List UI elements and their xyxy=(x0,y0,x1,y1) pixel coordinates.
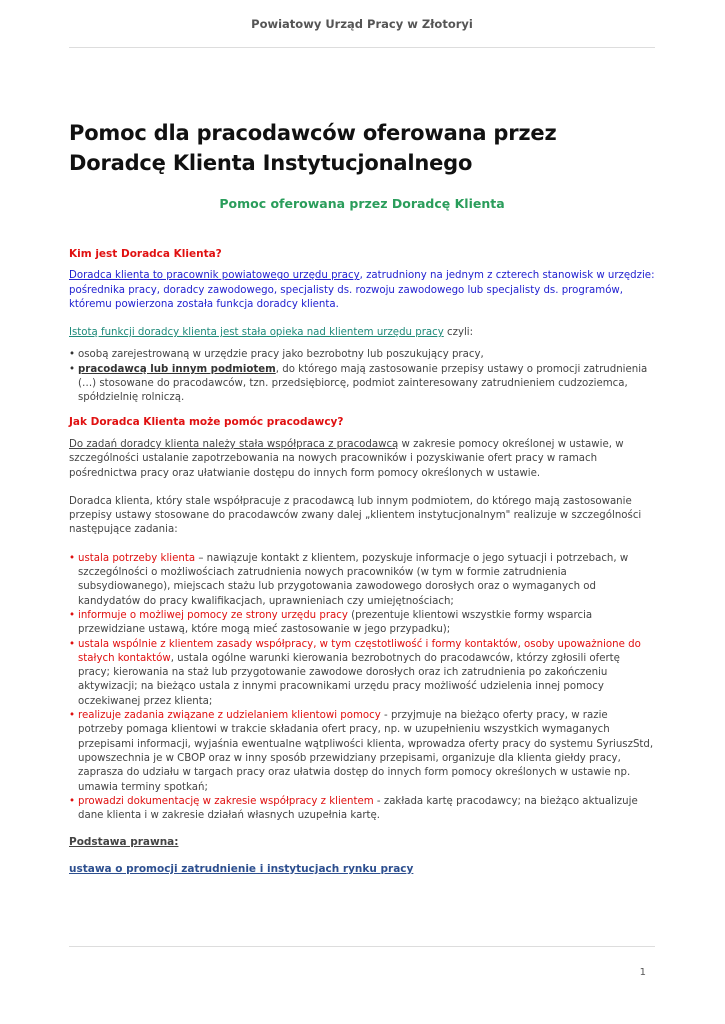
footer-divider xyxy=(69,946,655,947)
task-title: ustala potrzeby klienta xyxy=(78,552,196,564)
tasks-list xyxy=(69,552,655,824)
section-heading-who: Kim jest Doradca Klienta? xyxy=(69,248,222,260)
advisor-definition-link[interactable]: Doradca klienta to pracownik powiatowego urzędu pracy xyxy=(69,270,360,282)
list-item xyxy=(78,348,655,362)
task-text: (prezentuje klientowi wszystkie formy wsparcia przewidziane ustawą, które mogą mieć zastosowanie w jego przypadku); xyxy=(78,609,593,636)
list-item xyxy=(78,552,655,609)
task-text: – nawiązuje kontakt z klientem, pozyskuje informacje o jego sytuacji i potrzebach, w szczególności o możliwościach zatrudnienia nowych pracowników (w tym w formie zatrudnienia subsydiowanego), miejscach stażu lub przygotowania zawodowego dorosłych oraz o wymaganych od kandydatów do pracy kwalifikacjach, uprawnieniach czy umiejętnościach; xyxy=(78,552,629,607)
article-subtitle: Pomoc oferowana przez Doradcę Klienta xyxy=(219,196,505,211)
legal-act-link[interactable]: ustawa o promocji zatrudnienie i instytucjach rynku pracy xyxy=(69,862,414,875)
task-text: - zakłada kartę pracodawcy; na bieżąco aktualizuje dane klienta i w zakresie działań własnych uzupełnia kartę. xyxy=(78,795,638,822)
essence-text: czyli: xyxy=(443,327,474,339)
list-item xyxy=(78,609,655,638)
cooperation-underlined: Do zadań doradcy klienta należy stała współpraca z pracodawcą xyxy=(69,438,399,450)
list-item-text: , do którego mają zastosowanie przepisy ustawy o promocji zatrudnienia (…) stosowane do pracodawców, tzn. przedsiębiorcę, podmiot zainteresowany zatrudnieniem cudzoziemca, spółdzielnię rolniczą. xyxy=(78,363,648,404)
page-header xyxy=(69,12,655,48)
task-text: , ustala ogólne warunki kierowania bezrobotnych do pracodawców, którzy zgłosili ofertę pracy; kierowania na staż lub przygotowanie zawodowe dorosłych oraz ich zatrudnienia po zakończeniu aktywizacji; na bieżąco ustala z innymi pracownikami urzędu pracy możliwość udzielenia innej pomocy oczekiwanej przez klienta; xyxy=(78,652,620,707)
advisor-definition-text: , zatrudniony na jednym z czterech stanowisk w urzędzie: pośrednika pracy, doradcy zawodowego, specjalisty ds. rozwoju zawodowego lub specjalisty ds. programów, któremu powierzona została funkcja doradcy klienta. xyxy=(69,270,655,310)
legal-basis-heading: Podstawa prawna: xyxy=(69,836,179,849)
header-title: Powiatowy Urząd Pracy w Złotoryi xyxy=(251,17,473,31)
list-item xyxy=(78,795,655,824)
tasks-intro-paragraph: Doradca klienta, który stale współpracuje z pracodawcą lub innym podmiotem, do którego mają zastosowanie przepisy ustawy stosowane do pracodawców zwany dalej „klientem instytucjonalnym" realizuje w szczególności następujące zadania: xyxy=(69,495,642,536)
task-title: informuje o możliwej pomocy ze strony urzędu pracy xyxy=(78,609,348,621)
list-item xyxy=(78,709,655,795)
section-heading-how: Jak Doradca Klienta może pomóc pracodawcy? xyxy=(69,415,344,428)
list-item-text: osobą zarejestrowaną w urzędzie pracy jako bezrobotny lub poszukujący pracy, xyxy=(78,349,484,361)
article xyxy=(69,118,655,876)
task-title: ustala wspólnie z klientem zasady współpracy, w tym częstotliwość i formy kontaktów, osoby upoważnione do stałych kontaktów xyxy=(78,638,641,664)
task-text: - przyjmuje na bieżąco oferty pracy, w razie potrzeby pomaga klientowi w trakcie składania ofert pracy, np. w uzupełnieniu wszystkich wymaganych przepisami informacji, wyjaśnia ewentualne wątpliwości klienta, wprowadza oferty pracy do systemu SyriuszStd, upowszechnia je w CBOP oraz w inny sposób przewidziany przepisami, organizuje dla klienta giełdy pracy, zaprasza do udziału w targach pracy oraz ułatwia dostęp do innych form pomocy określonych w ustawie np. umawia terminy spotkań; xyxy=(78,710,654,793)
list-item xyxy=(78,363,655,406)
essence-paragraph xyxy=(69,326,655,340)
intro-paragraph xyxy=(69,269,655,312)
list-item-bold: pracodawcą lub innym podmiotem xyxy=(78,363,276,375)
article-title: Pomoc dla pracodawców oferowana przez Doradcę Klienta Instytucjonalnego xyxy=(69,121,557,175)
list-item xyxy=(78,638,655,709)
cooperation-text: w zakresie pomocy określonej w ustawie, w szczególności ustalanie zapotrzebowania na nowych pracowników i pozyskiwanie ofert pracy w ramach pośrednictwa pracy oraz ułatwianie dostępu do innych form pomocy określonych w ustawie. xyxy=(69,438,624,479)
cooperation-paragraph xyxy=(69,438,655,481)
task-title: realizuje zadania związane z udzielaniem klientowi pomocy xyxy=(78,710,381,722)
client-type-list xyxy=(69,348,655,405)
task-title: prowadzi dokumentację w zakresie współpracy z klientem xyxy=(78,795,374,807)
essence-link[interactable]: Istotą funkcji doradcy klienta jest stała opieka nad klientem urzędu pracy xyxy=(69,327,444,339)
page-number: 1 xyxy=(639,967,646,978)
